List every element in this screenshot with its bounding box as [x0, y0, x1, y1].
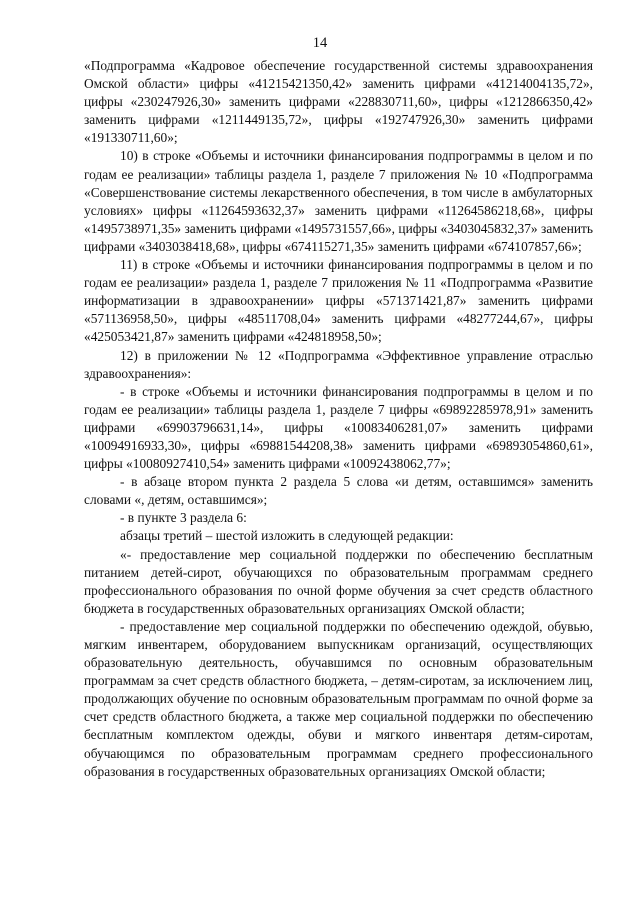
paragraph-12-item-1: - в строке «Объемы и источники финансирования подпрограммы в целом и по годам ее реализации» таблицы раздела 1, разделе 7 цифры «69892285978,91» заменить цифрами «69903796631,14», цифры «10083406281,07» заменить цифрами «10094916933,30», цифры «69881544208,38» заменить цифрами «69893054860,61», цифры «10080927410,54» заменить цифрами «10092438062,77»; — [84, 383, 593, 472]
document-body — [84, 57, 593, 781]
paragraph-11: 11) в строке «Объемы и источники финансирования подпрограммы в целом и по годам ее реализации» раздела 1, разделе 7 приложения № 11 «Подпрограмма «Развитие информатизации в здравоохранении» цифры «571371421,87» заменить цифрами «571136958,50», цифры «48511708,04» заменить цифрами «48277244,67», цифры «425053421,87» заменить цифрами «424818958,50»; — [84, 257, 593, 345]
paragraph-12: 12) в приложении № 12 «Подпрограмма «Эффективное управление отраслью здравоохранения»: — [84, 347, 593, 381]
quoted-paragraph-2: - предоставление мер социальной поддержки по обеспечению одеждой, обувью, мягким инвентарем, оборудованием выпускникам организаций, осуществляющих образовательную деятельность, обучавшимся по основным образовательным программам за счет средств областного бюджета, – детям-сиротам, за исключением лиц, продолжающих обучение по основным образовательным программам по очной форме за счет средств областного бюджета, а также мер социальной поддержки по обеспечению бесплатным комплектом одежды, обуви и мягкого инвентаря детям-сиротам, обучающимся по образовательным программам среднего профессионального образования в государственных образовательных организациях Омской области; — [84, 618, 593, 779]
paragraph-1: «Подпрограмма «Кадровое обеспечение государственной системы здравоохранения Омской области» цифры «41215421350,42» заменить цифрами «41214004135,72», цифры «230247926,30» заменить цифрами «228830711,60», цифры «1212866350,42» заменить цифрами «1211449135,72», цифры «192747926,30» заменить цифрами «191330711,60»; — [84, 58, 593, 146]
page-number: 14 — [312, 35, 328, 51]
paragraph-12-item-2: - в абзаце втором пункта 2 раздела 5 слова «и детям, оставшимся» заменить словами «, детям, оставшимся»; — [84, 474, 593, 508]
paragraph-12-item-3-intro: абзацы третий – шестой изложить в следующей редакции: — [120, 528, 454, 544]
paragraph-10: 10) в строке «Объемы и источники финансирования подпрограммы в целом и по годам ее реализации» таблицы раздела 1, разделе 7 приложения № 10 «Подпрограмма «Совершенствование системы лекарственного обеспечения, в том числе в амбулаторных условиях» цифры «11264593632,37» заменить цифрами «11264586218,68», цифры «1495738971,35» заменить цифрами «1495731557,66», цифры «3403045832,37» заменить цифрами «3403038418,68», цифры «674115271,35» заменить цифрами «674107857,66»; — [84, 148, 593, 254]
quoted-paragraph-1: «- предоставление мер социальной поддержки по обеспечению бесплатным питанием детей-сирот, обучающихся по образовательным программам среднего профессионального образования по очной форме обучения за счет средств областного бюджета в государственных образовательных организациях Омской области; — [84, 546, 593, 616]
paragraph-12-item-3: - в пункте 3 раздела 6: — [120, 510, 247, 526]
